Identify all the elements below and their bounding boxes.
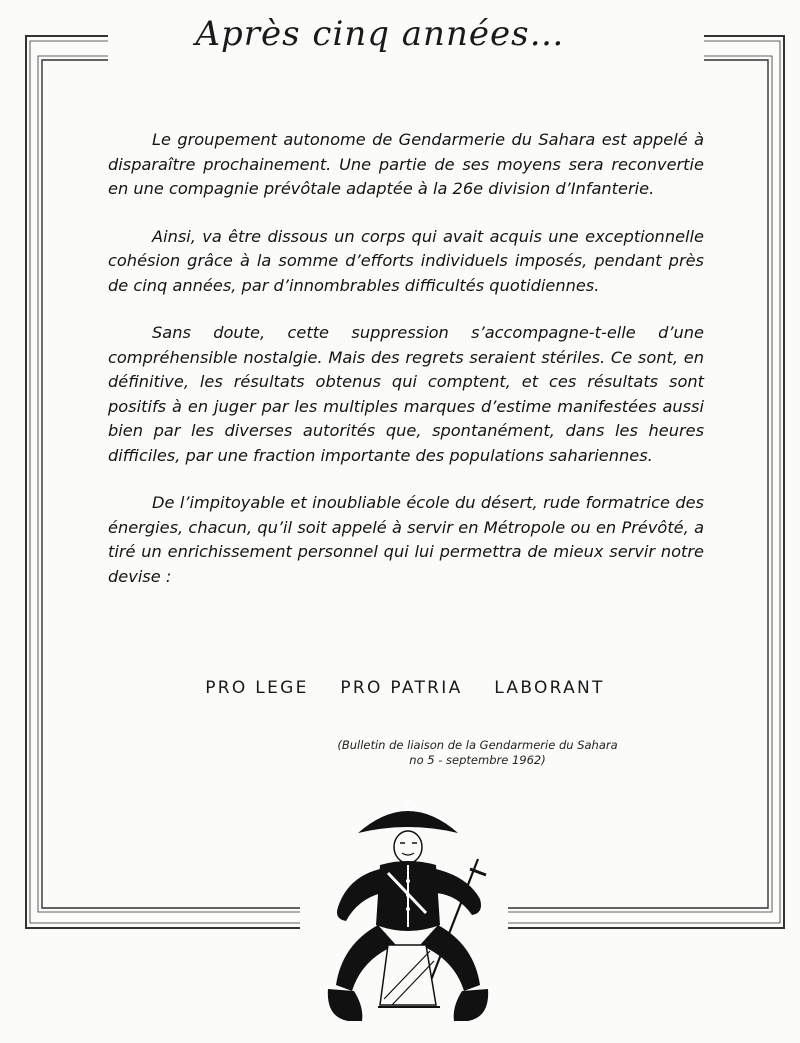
paragraph-2: Ainsi, va être dissous un corps qui avait acquis une exceptionnelle cohésion grâce à la somme d’efforts individuels imposés, pendant près de cinq années, par d’innombrables difficultés quotidiennes. bbox=[108, 226, 704, 295]
source-line-2: no 5 - septembre 1962) bbox=[409, 753, 546, 767]
page-title: Après cinq années… bbox=[195, 14, 565, 54]
paragraph-3: Sans doute, cette suppression s’accompagne-t-elle d’une compréhensible nostalgie. Mais des regrets seraient stériles. Ce sont, en définitive, les résultats obtenus qui comptent, et ces résultats sont positifs à en juger par les multiples marques d’estime manifestées aussi bien par les diverses autorités que, spontanément, dans les heures difficiles, par une fraction importante des populations sahariennes. bbox=[108, 323, 704, 465]
paragraph-4: De l’impitoyable et inoubliable école du désert, rude formatrice des énergies, chacun, qu’il soit appelé à servir en Métropole ou en Prévôté, a tiré un enrichissement personnel qui lui permettra de mieux servir notre devise : bbox=[108, 493, 704, 586]
gendarme-figure-illustration bbox=[318, 795, 498, 1030]
source-line-1: (Bulletin de liaison de la Gendarmerie du Sahara bbox=[337, 738, 618, 752]
motto-part-2: PRO PATRIA bbox=[340, 678, 463, 698]
motto-part-3: LABORANT bbox=[494, 678, 605, 698]
motto bbox=[0, 678, 800, 698]
article-body bbox=[108, 128, 704, 612]
paragraph-1: Le groupement autonome de Gendarmerie du Sahara est appelé à disparaître prochainement. Une partie de ses moyens sera reconvertie en une compagnie prévôtale adaptée à la 26e division d’Infanterie. bbox=[108, 130, 704, 198]
motto-part-1: PRO LEGE bbox=[205, 678, 309, 698]
source-citation bbox=[305, 738, 650, 768]
